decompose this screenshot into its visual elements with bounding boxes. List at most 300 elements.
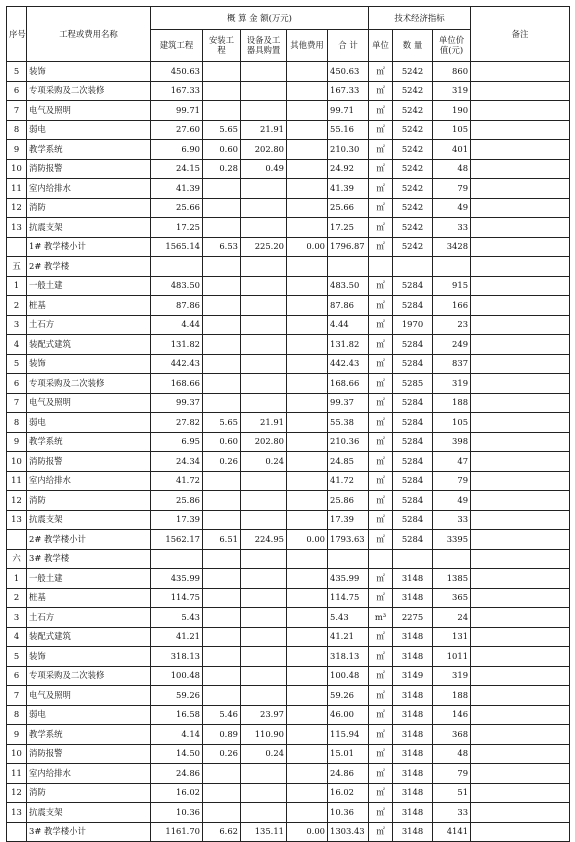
cell-unit: ㎡: [369, 81, 393, 101]
cell-qty: 5284: [393, 491, 433, 511]
cell-remark: [471, 569, 570, 589]
cell-name: 弱电: [27, 120, 151, 140]
cell-equipment: [241, 491, 287, 511]
cell-qty: 3148: [393, 783, 433, 803]
cell-install: [203, 608, 241, 628]
cell-equipment: [241, 101, 287, 121]
cell-qty: 5242: [393, 237, 433, 257]
cell-qty: 3148: [393, 647, 433, 667]
cell-other: [287, 608, 328, 628]
budget-estimate-table: [6, 6, 570, 842]
cell-seq: 12: [7, 198, 27, 218]
table-row: [7, 120, 570, 140]
cell-total: 435.99: [328, 569, 369, 589]
cell-equipment: [241, 393, 287, 413]
cell-qty: 5284: [393, 393, 433, 413]
cell-name: 专项采购及二次装修: [27, 81, 151, 101]
cell-total: 87.86: [328, 296, 369, 316]
cell-unit: ㎡: [369, 413, 393, 433]
cell-remark: [471, 218, 570, 238]
cell-name: 电气及照明: [27, 393, 151, 413]
table-row: [7, 588, 570, 608]
cell-install: [203, 101, 241, 121]
table-row: [7, 432, 570, 452]
cell-total: 25.66: [328, 198, 369, 218]
cell-install: [203, 315, 241, 335]
cell-equipment: 202.80: [241, 432, 287, 452]
cell-equipment: [241, 686, 287, 706]
table-row: [7, 62, 570, 82]
cell-seq: 10: [7, 744, 27, 764]
cell-unit-value: 3428: [433, 237, 471, 257]
cell-unit: ㎡: [369, 354, 393, 374]
cell-name: 装配式建筑: [27, 627, 151, 647]
cell-seq: 7: [7, 686, 27, 706]
cell-construction: 27.82: [151, 413, 203, 433]
cell-seq: 10: [7, 159, 27, 179]
cell-construction: 1161.70: [151, 822, 203, 842]
cell-unit: ㎡: [369, 335, 393, 355]
cell-construction: 41.39: [151, 179, 203, 199]
cell-install: [203, 666, 241, 686]
table-row: [7, 335, 570, 355]
cell-qty: 5242: [393, 62, 433, 82]
cell-total: 1793.63: [328, 530, 369, 550]
cell-unit-value: 249: [433, 335, 471, 355]
cell-install: 0.28: [203, 159, 241, 179]
cell-remark: [471, 471, 570, 491]
cell-install: 6.51: [203, 530, 241, 550]
cell-qty: 5242: [393, 218, 433, 238]
table-row: [7, 783, 570, 803]
cell-install: 6.53: [203, 237, 241, 257]
cell-construction: 114.75: [151, 588, 203, 608]
cell-construction: 1562.17: [151, 530, 203, 550]
cell-unit: ㎡: [369, 315, 393, 335]
cell-unit-value: 166: [433, 296, 471, 316]
cell-remark: [471, 725, 570, 745]
cell-other: 0.00: [287, 237, 328, 257]
cell-equipment: 21.91: [241, 413, 287, 433]
cell-unit: ㎡: [369, 725, 393, 745]
cell-name: 土石方: [27, 315, 151, 335]
cell-unit: ㎡: [369, 705, 393, 725]
cell-equipment: 110.90: [241, 725, 287, 745]
cell-seq: 4: [7, 627, 27, 647]
cell-total: 99.71: [328, 101, 369, 121]
cell-remark: [471, 705, 570, 725]
cell-seq: 6: [7, 81, 27, 101]
cell-construction: 168.66: [151, 374, 203, 394]
cell-construction: 318.13: [151, 647, 203, 667]
cell-construction: 5.43: [151, 608, 203, 628]
cell-install: [203, 803, 241, 823]
table-row: [7, 296, 570, 316]
table-row: [7, 666, 570, 686]
cell-seq: 5: [7, 354, 27, 374]
cell-remark: [471, 686, 570, 706]
cell-other: [287, 62, 328, 82]
cell-name: 2# 教学楼小计: [27, 530, 151, 550]
cell-construction: 6.95: [151, 432, 203, 452]
cell-name: 装饰: [27, 647, 151, 667]
table-row: [7, 276, 570, 296]
cell-construction: 483.50: [151, 276, 203, 296]
cell-remark: [471, 374, 570, 394]
cell-install: [203, 257, 241, 277]
cell-construction: 442.43: [151, 354, 203, 374]
cell-equipment: [241, 374, 287, 394]
cell-qty: 2275: [393, 608, 433, 628]
cell-unit: ㎡: [369, 510, 393, 530]
cell-qty: 1970: [393, 315, 433, 335]
header-construction: 建筑工程: [151, 30, 203, 62]
cell-construction: 100.48: [151, 666, 203, 686]
cell-seq: 1: [7, 569, 27, 589]
cell-total: 483.50: [328, 276, 369, 296]
cell-construction: [151, 549, 203, 569]
cell-other: [287, 549, 328, 569]
table-row: [7, 393, 570, 413]
cell-unit: ㎡: [369, 296, 393, 316]
cell-unit-value: 33: [433, 510, 471, 530]
cell-other: [287, 198, 328, 218]
cell-install: [203, 62, 241, 82]
cell-equipment: [241, 549, 287, 569]
cell-other: [287, 81, 328, 101]
cell-qty: [393, 257, 433, 277]
header-remark: 备注: [471, 7, 570, 62]
cell-other: [287, 218, 328, 238]
cell-install: 0.26: [203, 452, 241, 472]
cell-total: 41.72: [328, 471, 369, 491]
header-unit-value: [433, 30, 471, 62]
cell-unit: ㎡: [369, 764, 393, 784]
table-row: [7, 237, 570, 257]
cell-remark: [471, 335, 570, 355]
cell-remark: [471, 276, 570, 296]
cell-remark: [471, 296, 570, 316]
cell-equipment: 202.80: [241, 140, 287, 160]
table-row: [7, 705, 570, 725]
cell-equipment: 135.11: [241, 822, 287, 842]
table-row: [7, 627, 570, 647]
header-indicator-group: 技术经济指标: [369, 7, 471, 30]
cell-install: 0.60: [203, 140, 241, 160]
cell-unit-value: 131: [433, 627, 471, 647]
cell-unit-value: 188: [433, 393, 471, 413]
table-row: [7, 101, 570, 121]
cell-unit-value: 398: [433, 432, 471, 452]
cell-total: 100.48: [328, 666, 369, 686]
cell-total: 59.26: [328, 686, 369, 706]
cell-construction: 99.71: [151, 101, 203, 121]
cell-construction: 99.37: [151, 393, 203, 413]
cell-unit: ㎡: [369, 530, 393, 550]
cell-other: [287, 744, 328, 764]
cell-name: 教学系统: [27, 432, 151, 452]
cell-seq: 4: [7, 335, 27, 355]
table-row: [7, 686, 570, 706]
cell-equipment: [241, 764, 287, 784]
cell-remark: [471, 315, 570, 335]
cell-seq: 2: [7, 588, 27, 608]
cell-name: 弱电: [27, 413, 151, 433]
cell-name: 电气及照明: [27, 101, 151, 121]
cell-seq: 2: [7, 296, 27, 316]
cell-install: [203, 510, 241, 530]
cell-name: 室内给排水: [27, 179, 151, 199]
cell-seq: 13: [7, 803, 27, 823]
cell-other: [287, 452, 328, 472]
cell-total: 24.85: [328, 452, 369, 472]
cell-construction: 87.86: [151, 296, 203, 316]
cell-seq: 11: [7, 471, 27, 491]
cell-construction: 4.14: [151, 725, 203, 745]
cell-remark: [471, 744, 570, 764]
cell-total: 167.33: [328, 81, 369, 101]
cell-remark: [471, 549, 570, 569]
cell-construction: 17.25: [151, 218, 203, 238]
cell-remark: [471, 803, 570, 823]
table-row: [7, 569, 570, 589]
cell-name: 消防: [27, 783, 151, 803]
header-equipment-text: 设备及工器具购置: [246, 34, 281, 55]
cell-install: 5.65: [203, 120, 241, 140]
cell-seq: 1: [7, 276, 27, 296]
cell-other: [287, 276, 328, 296]
header-unit: 单位: [369, 30, 393, 62]
cell-install: 5.46: [203, 705, 241, 725]
cell-install: 0.26: [203, 744, 241, 764]
cell-install: [203, 179, 241, 199]
cell-unit: ㎡: [369, 647, 393, 667]
cell-construction: 435.99: [151, 569, 203, 589]
cell-unit: ㎡: [369, 120, 393, 140]
cell-qty: 3149: [393, 666, 433, 686]
cell-qty: [393, 549, 433, 569]
cell-unit-value: 401: [433, 140, 471, 160]
cell-unit-value: 48: [433, 744, 471, 764]
cell-unit: [369, 549, 393, 569]
cell-qty: 5242: [393, 101, 433, 121]
cell-total: [328, 549, 369, 569]
cell-equipment: [241, 335, 287, 355]
cell-name: 专项采购及二次装修: [27, 666, 151, 686]
cell-seq: 13: [7, 218, 27, 238]
cell-unit: ㎡: [369, 744, 393, 764]
cell-total: 4.44: [328, 315, 369, 335]
cell-remark: [471, 647, 570, 667]
cell-other: [287, 315, 328, 335]
cell-remark: [471, 432, 570, 452]
cell-seq: 10: [7, 452, 27, 472]
cell-total: 16.02: [328, 783, 369, 803]
cell-unit: ㎡: [369, 218, 393, 238]
cell-other: [287, 374, 328, 394]
cell-unit-value: 49: [433, 198, 471, 218]
cell-unit: ㎡: [369, 803, 393, 823]
cell-install: 0.89: [203, 725, 241, 745]
cell-qty: 3148: [393, 705, 433, 725]
cell-remark: [471, 179, 570, 199]
cell-unit-value: 23: [433, 315, 471, 335]
cell-qty: 3148: [393, 725, 433, 745]
cell-seq: 8: [7, 120, 27, 140]
cell-other: [287, 569, 328, 589]
cell-remark: [471, 491, 570, 511]
table-header: [7, 7, 570, 62]
cell-unit-value: 1011: [433, 647, 471, 667]
cell-name: 弱电: [27, 705, 151, 725]
cell-unit-value: [433, 549, 471, 569]
table-row: [7, 179, 570, 199]
cell-remark: [471, 354, 570, 374]
cell-remark: [471, 198, 570, 218]
cell-unit: ㎡: [369, 491, 393, 511]
cell-name: 教学系统: [27, 725, 151, 745]
cell-seq: 7: [7, 393, 27, 413]
cell-total: 17.25: [328, 218, 369, 238]
cell-total: 168.66: [328, 374, 369, 394]
cell-other: [287, 783, 328, 803]
cell-unit-value: 190: [433, 101, 471, 121]
cell-total: 1303.43: [328, 822, 369, 842]
cell-qty: 5285: [393, 374, 433, 394]
cell-name: 土石方: [27, 608, 151, 628]
cell-name: 教学系统: [27, 140, 151, 160]
cell-unit: ㎡: [369, 783, 393, 803]
cell-remark: [471, 530, 570, 550]
cell-name: 装饰: [27, 354, 151, 374]
cell-install: 5.65: [203, 413, 241, 433]
cell-install: [203, 354, 241, 374]
cell-qty: 5284: [393, 452, 433, 472]
cell-equipment: 0.49: [241, 159, 287, 179]
table-row: [7, 140, 570, 160]
cell-seq: 12: [7, 491, 27, 511]
cell-total: 41.39: [328, 179, 369, 199]
cell-qty: 3148: [393, 588, 433, 608]
cell-total: 24.86: [328, 764, 369, 784]
cell-construction: 14.50: [151, 744, 203, 764]
cell-construction: 167.33: [151, 81, 203, 101]
cell-seq: 13: [7, 510, 27, 530]
cell-unit-value: 79: [433, 764, 471, 784]
table-row: [7, 81, 570, 101]
cell-qty: 3148: [393, 686, 433, 706]
cell-equipment: [241, 569, 287, 589]
cell-unit: ㎡: [369, 569, 393, 589]
cell-equipment: [241, 627, 287, 647]
cell-unit-value: 3395: [433, 530, 471, 550]
cell-unit: ㎡: [369, 452, 393, 472]
cell-remark: [471, 666, 570, 686]
cell-construction: 27.60: [151, 120, 203, 140]
cell-qty: 3148: [393, 744, 433, 764]
table-row: [7, 647, 570, 667]
cell-remark: [471, 257, 570, 277]
cell-unit-value: 24: [433, 608, 471, 628]
cell-install: [203, 491, 241, 511]
cell-install: [203, 218, 241, 238]
cell-install: [203, 549, 241, 569]
cell-total: 114.75: [328, 588, 369, 608]
cell-unit: ㎡: [369, 393, 393, 413]
cell-equipment: [241, 198, 287, 218]
cell-total: 210.36: [328, 432, 369, 452]
cell-remark: [471, 159, 570, 179]
cell-total: 450.63: [328, 62, 369, 82]
cell-total: 17.39: [328, 510, 369, 530]
cell-qty: 5284: [393, 413, 433, 433]
cell-seq: 9: [7, 725, 27, 745]
cell-qty: 5242: [393, 120, 433, 140]
cell-total: 46.00: [328, 705, 369, 725]
cell-unit-value: 105: [433, 413, 471, 433]
cell-qty: 3148: [393, 764, 433, 784]
cell-unit-value: 146: [433, 705, 471, 725]
cell-name: 消防报警: [27, 159, 151, 179]
cell-total: 131.82: [328, 335, 369, 355]
cell-total: 24.92: [328, 159, 369, 179]
cell-equipment: [241, 471, 287, 491]
cell-seq: 五: [7, 257, 27, 277]
cell-name: 抗震支架: [27, 218, 151, 238]
cell-name: 装饰: [27, 62, 151, 82]
cell-unit-value: 319: [433, 81, 471, 101]
cell-qty: 5284: [393, 530, 433, 550]
cell-equipment: [241, 81, 287, 101]
cell-equipment: [241, 608, 287, 628]
cell-equipment: [241, 218, 287, 238]
cell-other: [287, 666, 328, 686]
cell-install: [203, 686, 241, 706]
cell-install: [203, 393, 241, 413]
cell-name: 电气及照明: [27, 686, 151, 706]
cell-name: 2# 教学楼: [27, 257, 151, 277]
cell-construction: 4.44: [151, 315, 203, 335]
cell-total: 10.36: [328, 803, 369, 823]
cell-seq: 7: [7, 101, 27, 121]
cell-remark: [471, 101, 570, 121]
table-row: [7, 452, 570, 472]
cell-seq: 6: [7, 666, 27, 686]
cell-construction: 16.02: [151, 783, 203, 803]
cell-install: [203, 764, 241, 784]
cell-unit: ㎡: [369, 471, 393, 491]
cell-equipment: [241, 666, 287, 686]
cell-other: 0.00: [287, 530, 328, 550]
cell-unit-value: 51: [433, 783, 471, 803]
cell-unit-value: 915: [433, 276, 471, 296]
table-row: [7, 354, 570, 374]
cell-name: 消防: [27, 198, 151, 218]
cell-qty: 3148: [393, 822, 433, 842]
cell-other: [287, 257, 328, 277]
cell-equipment: [241, 647, 287, 667]
cell-equipment: 21.91: [241, 120, 287, 140]
header-install: [203, 30, 241, 62]
cell-name: 装配式建筑: [27, 335, 151, 355]
cell-equipment: [241, 179, 287, 199]
cell-unit: ㎡: [369, 588, 393, 608]
cell-total: 442.43: [328, 354, 369, 374]
cell-total: 318.13: [328, 647, 369, 667]
cell-unit-value: 105: [433, 120, 471, 140]
cell-seq: 3: [7, 315, 27, 335]
cell-equipment: [241, 257, 287, 277]
